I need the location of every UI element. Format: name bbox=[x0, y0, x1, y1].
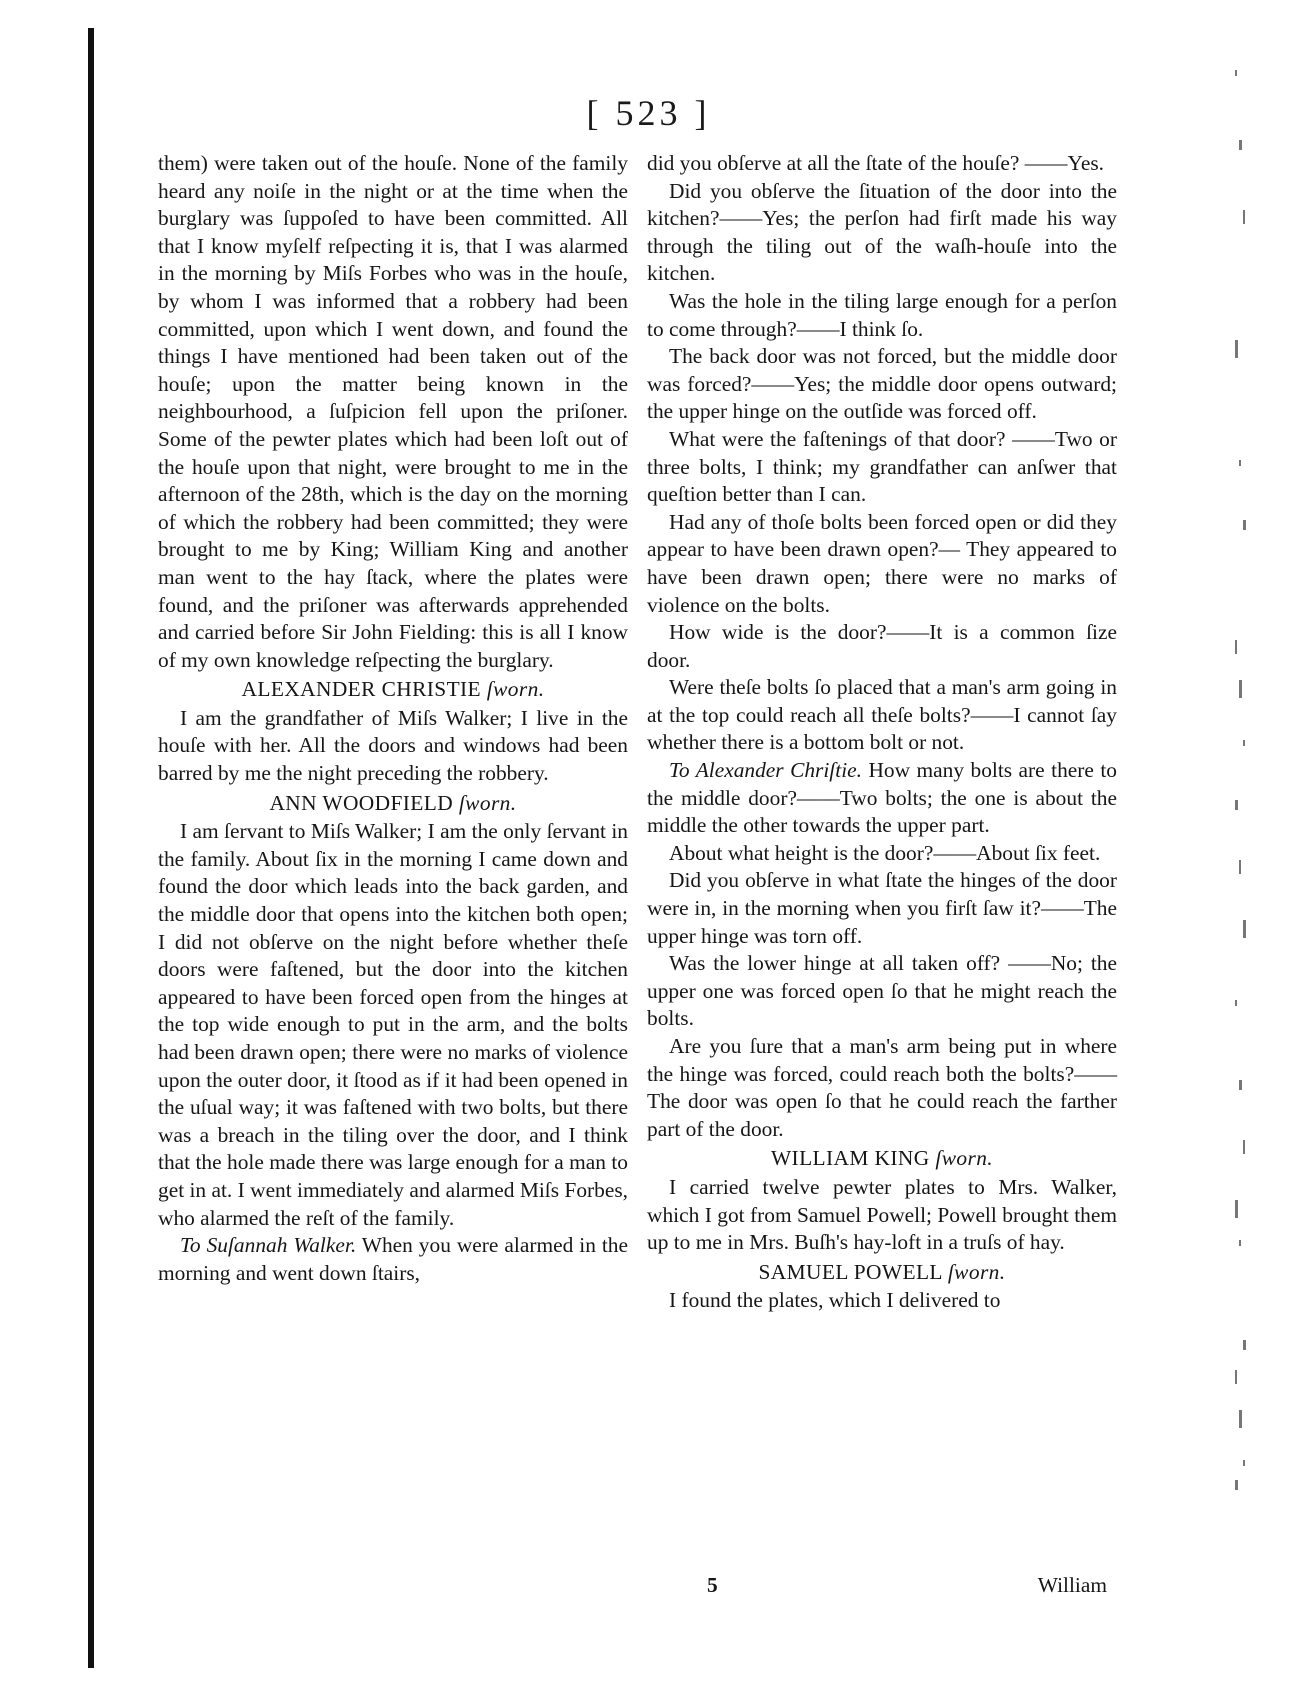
testimony-paragraph bbox=[647, 840, 1117, 868]
testimony-paragraph bbox=[647, 509, 1117, 619]
testimony-paragraph bbox=[158, 1232, 628, 1287]
paragraph-text: Did you obſerve the ſituation of the door into the kitchen?——Yes; the perſon had firſt made his way through the tiling out of the waſh-houſe into the kitchen. bbox=[647, 178, 1117, 286]
witness-name: SAMUEL POWELL bbox=[758, 1259, 943, 1284]
scan-speck bbox=[1243, 1340, 1246, 1350]
paragraph-text: I am ſervant to Miſs Walker; I am the only ſervant in the family. About ſix in the morning I came down and found the door which leads into the back garden, and the middle door that opens into the kitchen both open; I did not obſerve on the night before whether theſe doors were faſtened, but the door into the kitchen appeared to have been forced open from the hinges at the top wide enough to put in the arm, and the bolts had been drawn open; there were no marks of violence upon the outer door, it ſtood as if it had been opened in the uſual way; it was faſtened with two bolts, but there was a breach in the tiling over the door, and I think that the hole made there was large enough for a man to get in at. I went immediately and alarmed Miſs Forbes, who alarmed the reſt of the family. bbox=[158, 819, 628, 1230]
witness-name: WILLIAM KING bbox=[770, 1146, 930, 1171]
testimony-paragraph bbox=[647, 1033, 1117, 1143]
scan-speck bbox=[1235, 1480, 1238, 1490]
testimony-paragraph bbox=[647, 150, 1117, 178]
sworn-label: ſworn. bbox=[935, 1146, 994, 1171]
testimony-paragraph bbox=[647, 1174, 1117, 1257]
scan-speck bbox=[1235, 1000, 1237, 1006]
question-lead: To Suſannah Walker. bbox=[180, 1233, 357, 1258]
paragraph-text: About what height is the door?——About ſix feet. bbox=[669, 840, 1101, 865]
scan-speck bbox=[1235, 1370, 1237, 1384]
testimony-paragraph bbox=[647, 757, 1117, 840]
paragraph-text: Was the lower hinge at all taken off? ——No; the upper one was forced open ſo that he might reach the bolts. bbox=[647, 951, 1117, 1031]
paragraph-text: When you were alarmed in the morning and went down ſtairs, bbox=[158, 1233, 628, 1285]
witness-heading bbox=[158, 790, 628, 818]
witness-name: ALEXANDER CHRISTIE bbox=[241, 677, 482, 702]
testimony-paragraph bbox=[158, 705, 628, 788]
testimony-paragraph bbox=[647, 426, 1117, 509]
scan-speck bbox=[1239, 460, 1241, 466]
witness-name: ANN WOODFIELD bbox=[269, 790, 454, 815]
question-lead: To Alexander Chriſtie. bbox=[669, 758, 862, 783]
paragraph-text: I found the plates, which I delivered to bbox=[669, 1288, 1001, 1313]
paragraph-text: I carried twelve pewter plates to Mrs. Walker, which I got from Samuel Powell; Powell brought them up to me in Mrs. Buſh's hay-loft in a truſs of hay. bbox=[647, 1174, 1117, 1255]
scan-speck bbox=[1235, 800, 1238, 810]
testimony-paragraph bbox=[647, 288, 1117, 343]
witness-heading bbox=[158, 676, 628, 704]
sworn-label: ſworn. bbox=[458, 790, 517, 815]
testimony-paragraph bbox=[647, 867, 1117, 950]
paragraph-text: The back door was not forced, but the middle door was forced?——Yes; the middle door opens outward; the upper hinge on the outſide was forced off. bbox=[647, 344, 1117, 424]
scan-speck bbox=[1239, 1080, 1242, 1090]
scan-speck bbox=[1239, 680, 1242, 698]
scan-margin-specks bbox=[1227, 40, 1257, 1660]
scan-speck bbox=[1243, 1140, 1245, 1154]
scan-speck bbox=[1235, 640, 1237, 654]
testimony-paragraph bbox=[647, 619, 1117, 674]
scan-speck bbox=[1235, 340, 1238, 358]
signature-mark: 5 bbox=[707, 1573, 718, 1597]
paragraph-text: Was the hole in the tiling large enough for a perſon to come through?——I think ſo. bbox=[647, 288, 1117, 341]
paragraph-text: them) were taken out of the houſe. None of the family heard any noiſe in the night or at the time when the burglary was ſuppoſed to have been committed. All that I know myſelf reſpecting it is, that I was alarmed in the morning by Miſs Forbes who was in the houſe, by whom I was informed that a robbery had been committed, upon which I went down, and found the things I have mentioned had been taken out of the houſe; upon the matter being known in the neighbourhood, a ſuſpicion fell upon the priſoner. Some of the pewter plates which had been loſt out of the houſe upon that night, were brought to me in the afternoon of the 28th, which is the day on the morning of which the robbery had been committed; they were brought to me by King; William King and another man went to the hay ſtack, where the plates were found, and the priſoner was afterwards apprehended and carried before Sir John Fielding: this is all I know of my own knowledge reſpecting the burglary. bbox=[158, 151, 628, 672]
scan-speck bbox=[1239, 1410, 1242, 1428]
paragraph-text: Are you ſure that a man's arm being put in where the hinge was forced, could reach both the bolts?——The door was open ſo that he could reach the farther part of the door. bbox=[647, 1034, 1117, 1141]
left-text-column bbox=[158, 150, 628, 1287]
catchword: William bbox=[1037, 1573, 1107, 1597]
scan-speck bbox=[1239, 140, 1242, 150]
scan-speck bbox=[1243, 520, 1246, 530]
paragraph-text: Were theſe bolts ſo placed that a man's arm going in at the top could reach all theſe bolts?——I cannot ſay whether there is a bottom bolt or not. bbox=[647, 675, 1117, 755]
paragraph-text: How wide is the door?——It is a common ſize door. bbox=[647, 620, 1117, 672]
right-text-column bbox=[647, 150, 1117, 1315]
paragraph-text: What were the faſtenings of that door? ——Two or three bolts, I think; my grandfather can anſwer that queſtion better than I can. bbox=[647, 426, 1117, 507]
paragraph-text: How many bolts are there to the middle door?——Two bolts; the one is about the middle the other towards the upper part. bbox=[647, 758, 1117, 838]
scan-speck bbox=[1239, 1240, 1241, 1246]
scan-speck bbox=[1235, 1200, 1238, 1218]
scan-speck bbox=[1243, 740, 1245, 746]
sworn-label: ſworn. bbox=[486, 677, 545, 702]
testimony-paragraph bbox=[647, 1287, 1117, 1315]
sworn-label: ſworn. bbox=[947, 1259, 1006, 1284]
paragraph-text: Had any of thoſe bolts been forced open or did they appear to have been drawn open?— They appeared to have been drawn open; there were no marks of violence on the bolts. bbox=[647, 509, 1117, 617]
testimony-paragraph bbox=[158, 150, 628, 674]
paragraph-text: I am the grandfather of Miſs Walker; I live in the houſe with her. All the doors and windows had been barred by me the night preceding the robbery. bbox=[158, 705, 628, 786]
testimony-paragraph bbox=[158, 818, 628, 1232]
page-number: [ 523 ] bbox=[586, 93, 711, 133]
testimony-paragraph bbox=[647, 950, 1117, 1033]
testimony-paragraph bbox=[647, 178, 1117, 288]
scan-speck bbox=[1239, 860, 1241, 874]
testimony-paragraph bbox=[647, 343, 1117, 426]
paragraph-text: Did you obſerve in what ſtate the hinges of the door were in, in the morning when you firſt ſaw it?——The upper hinge was torn off. bbox=[647, 868, 1117, 948]
scan-speck bbox=[1243, 210, 1245, 224]
scan-speck bbox=[1235, 70, 1237, 76]
witness-heading bbox=[647, 1145, 1117, 1173]
witness-heading bbox=[647, 1259, 1117, 1287]
scan-speck bbox=[1243, 920, 1246, 938]
paragraph-text: did you obſerve at all the ſtate of the houſe? ——Yes. bbox=[647, 151, 1105, 175]
page-binding-edge bbox=[88, 28, 94, 1668]
scan-speck bbox=[1243, 1460, 1245, 1466]
testimony-paragraph bbox=[647, 674, 1117, 757]
